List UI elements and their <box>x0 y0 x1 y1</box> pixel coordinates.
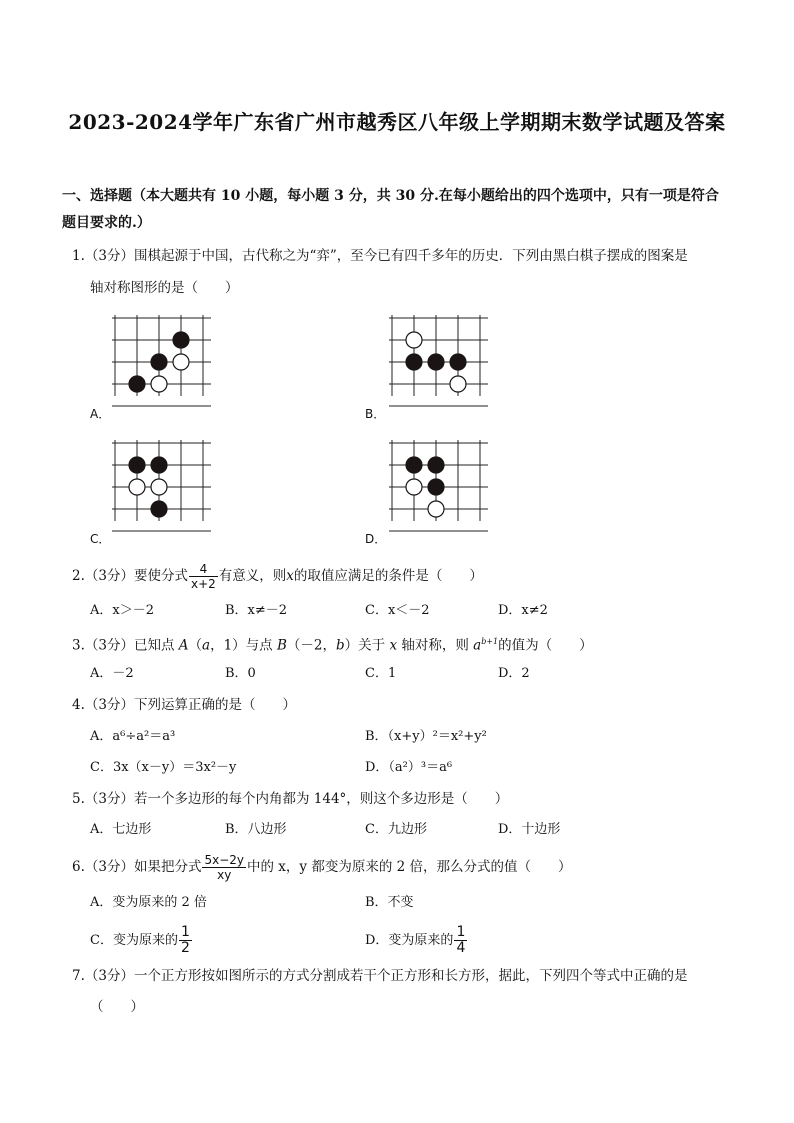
black-stone <box>428 479 444 495</box>
black-stone <box>406 354 422 370</box>
white-stone <box>151 479 167 495</box>
question-number: 3. <box>72 637 85 654</box>
black-stone <box>173 332 189 348</box>
question-text: ，1）与点 <box>210 637 277 654</box>
black-stone <box>129 376 145 392</box>
q2-option-c: C．x＜－2 <box>365 603 430 618</box>
black-stone <box>129 457 145 473</box>
q5-option-a: A．七边形 <box>90 822 152 837</box>
q6-option-c <box>90 925 193 956</box>
fraction <box>189 562 218 591</box>
variable: x <box>389 637 398 654</box>
question-1 <box>72 246 688 266</box>
question-number: 2. <box>72 568 85 584</box>
question-6 <box>72 853 572 882</box>
white-stone <box>173 354 189 370</box>
go-board-b <box>387 313 497 413</box>
q3-option-c: C．1 <box>365 666 397 681</box>
q4-option-d: D．（a²）³＝a⁶ <box>365 760 453 775</box>
question-text: 若一个多边形的每个内角都为 144°，则这个多边形是（ ） <box>133 791 509 807</box>
q5-option-b: B．八边形 <box>225 822 287 837</box>
q5-option-d: D．十边形 <box>498 822 561 837</box>
question-text: 有意义，则 <box>218 568 287 584</box>
go-board-d <box>387 438 497 538</box>
question-text: 轴对称，则 <box>397 637 474 654</box>
question-score: （3分） <box>84 637 134 654</box>
exponent: b+1 <box>481 637 499 646</box>
variable: B <box>276 637 287 654</box>
page-title: 2023-2024学年广东省广州市越秀区八年级上学期期末数学试题及答案 <box>68 110 726 134</box>
fraction-numerator: 1 <box>180 924 190 940</box>
variable: a <box>473 637 482 654</box>
question-text: 要使分式 <box>133 568 188 584</box>
white-stone <box>450 376 466 392</box>
question-text: 下列运算正确的是（ ） <box>133 697 296 713</box>
q3-option-b: B．0 <box>225 666 256 681</box>
option-a-label: A． <box>90 407 111 421</box>
question-number: 6. <box>72 859 85 875</box>
fraction <box>454 925 467 956</box>
question-1-line2: 轴对称图形的是（ ） <box>90 280 239 296</box>
question-number: 4. <box>72 697 85 713</box>
question-score: （3分） <box>84 859 134 875</box>
black-stone <box>428 354 444 370</box>
fraction-numerator: 5x−2y <box>204 853 245 867</box>
q2-option-d: D．x≠2 <box>498 603 548 618</box>
option-text: D．变为原来的 <box>365 933 454 948</box>
white-stone <box>406 479 422 495</box>
question-7 <box>72 966 687 986</box>
q5-option-c: C．九边形 <box>365 822 427 837</box>
q6-option-a: A．变为原来的 2 倍 <box>90 895 207 910</box>
question-number: 1. <box>72 248 85 264</box>
fraction <box>179 925 192 956</box>
q2-option-b: B．x≠－2 <box>225 603 288 618</box>
variable: x <box>286 568 294 584</box>
white-stone <box>129 479 145 495</box>
section-heading: 一、选择题（本大题共有 10 小题，每小题 3 分，共 30 分.在每小题给出的四个选项中，只有一项是符合题目要求的.） <box>62 188 719 231</box>
question-number: 5. <box>72 791 85 807</box>
question-score: （3分） <box>84 568 134 584</box>
black-stone <box>428 457 444 473</box>
fraction-denominator: 4 <box>456 940 466 956</box>
fraction-denominator: 2 <box>180 940 190 956</box>
question-7-line2: （ ） <box>90 999 144 1015</box>
option-b-label: B． <box>365 407 386 421</box>
q4-option-b: B．（x+y）²＝x²+y² <box>365 729 487 744</box>
option-text: C．变为原来的 <box>90 933 178 948</box>
go-board-c <box>110 438 220 538</box>
go-board-a <box>110 313 220 413</box>
question-text: 如果把分式 <box>133 859 202 875</box>
question-number: 7. <box>72 968 85 984</box>
question-text: 中的 x，y 都变为原来的 2 倍，那么分式的值（ ） <box>247 859 572 875</box>
fraction-denominator: xy <box>217 868 232 882</box>
fraction-numerator: 1 <box>456 924 466 940</box>
q6-option-d <box>365 925 468 956</box>
white-stone <box>151 376 167 392</box>
question-text: （ <box>188 637 203 654</box>
question-text: （－2， <box>286 637 336 654</box>
question-score: （3分） <box>84 968 134 984</box>
fraction <box>202 853 246 882</box>
fraction-numerator: 4 <box>189 562 218 577</box>
question-2 <box>72 562 483 591</box>
q4-option-c: C．3x（x－y）＝3x²－y <box>90 760 237 775</box>
q4-option-a: A．a⁶÷a²＝a³ <box>90 729 176 744</box>
q2-option-a: A．x＞－2 <box>90 603 154 618</box>
option-d-label: D． <box>365 532 387 546</box>
fraction-denominator: x+2 <box>190 577 216 591</box>
white-stone <box>406 332 422 348</box>
question-text: ）关于 <box>344 637 390 654</box>
variable: a <box>202 637 211 654</box>
question-score: （3分） <box>84 248 134 264</box>
q3-option-d: D．2 <box>498 666 530 681</box>
question-score: （3分） <box>84 791 134 807</box>
question-text: 围棋起源于中国，古代称之为“弈”，至今已有四千多年的历史．下列由黑白棋子摆成的图案是 <box>133 248 688 264</box>
question-text: 已知点 <box>133 637 179 654</box>
question-text: 的取值应满足的条件是（ ） <box>293 568 483 584</box>
black-stone <box>450 354 466 370</box>
variable: b <box>336 637 345 654</box>
black-stone <box>151 501 167 517</box>
question-3 <box>72 632 593 656</box>
q6-option-b: B．不变 <box>365 895 414 910</box>
question-score: （3分） <box>84 697 134 713</box>
variable: A <box>178 637 189 654</box>
question-text: 一个正方形按如图所示的方式分割成若干个正方形和长方形，据此，下列四个等式中正确的是 <box>133 968 688 984</box>
white-stone <box>428 501 444 517</box>
option-c-label: C． <box>90 532 111 546</box>
black-stone <box>406 457 422 473</box>
question-text: 的值为（ ） <box>498 637 593 654</box>
question-4 <box>72 695 296 715</box>
black-stone <box>151 457 167 473</box>
question-5 <box>72 789 508 809</box>
black-stone <box>151 354 167 370</box>
q3-option-a: A．－2 <box>90 666 134 681</box>
